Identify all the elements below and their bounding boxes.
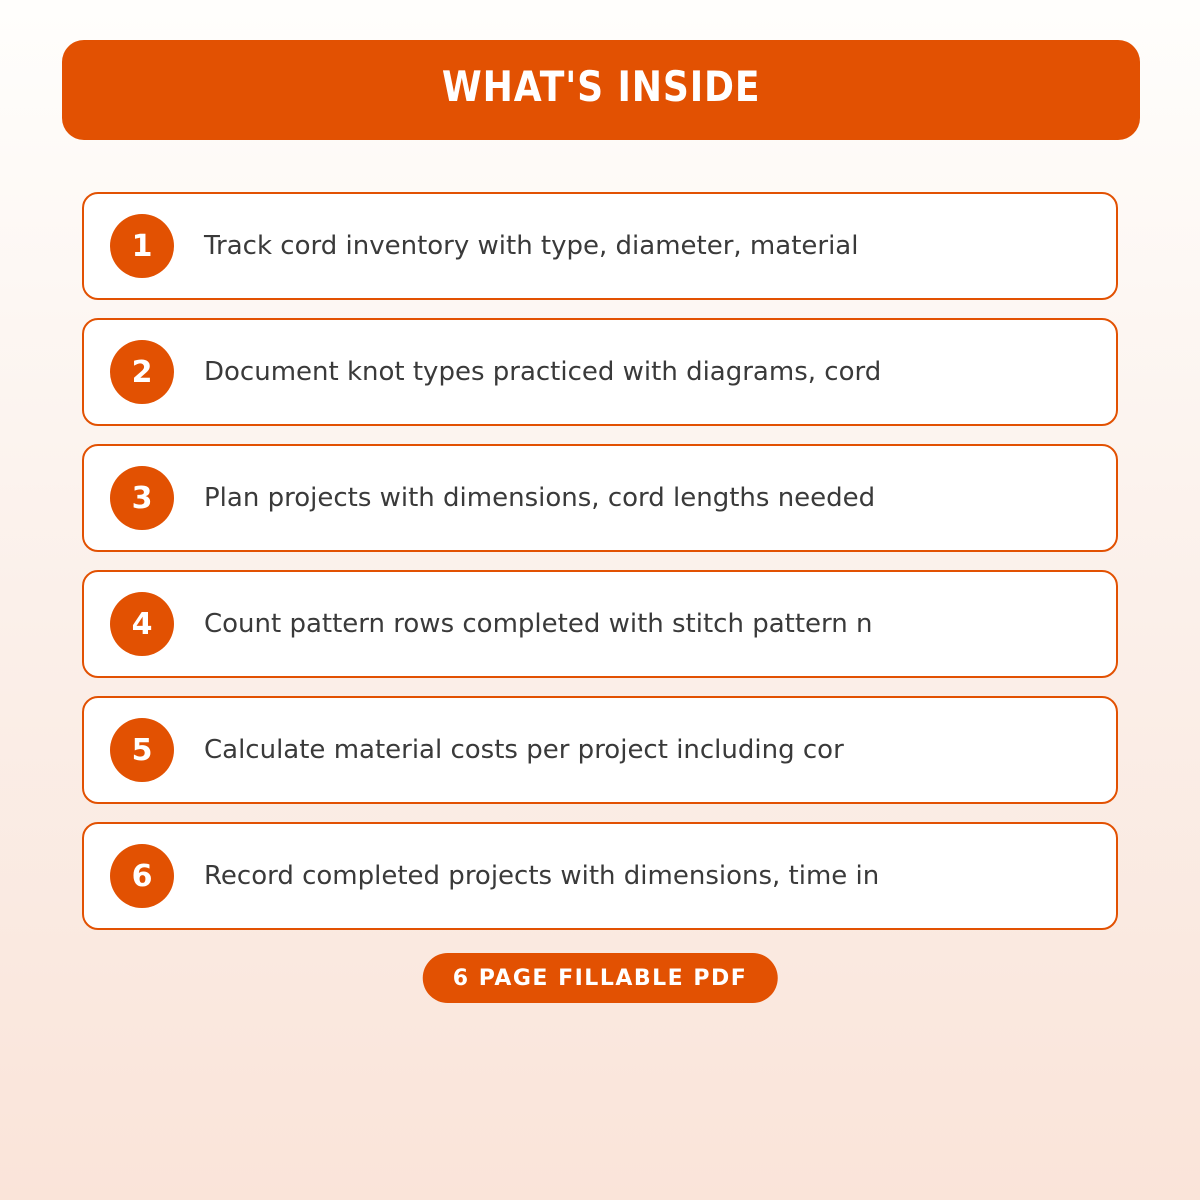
list-item (82, 444, 1118, 552)
item-text: Count pattern rows completed with stitch pattern n (204, 609, 873, 639)
list-item (82, 570, 1118, 678)
item-number-badge: 3 (110, 466, 174, 530)
list-item (82, 318, 1118, 426)
list-item (82, 192, 1118, 300)
item-text: Calculate material costs per project including cor (204, 735, 844, 765)
page-title: WHAT'S INSIDE (441, 62, 761, 111)
item-text: Document knot types practiced with diagrams, cord (204, 357, 882, 387)
header-banner (62, 40, 1140, 140)
item-number-badge: 1 (110, 214, 174, 278)
item-number-badge: 5 (110, 718, 174, 782)
footer-badge (423, 953, 778, 1003)
list-item (82, 822, 1118, 930)
item-number-badge: 6 (110, 844, 174, 908)
item-text: Record completed projects with dimensions, time in (204, 861, 880, 891)
item-number-badge: 4 (110, 592, 174, 656)
list-item (82, 696, 1118, 804)
item-text: Track cord inventory with type, diameter, material (204, 231, 859, 261)
footer-badge-label: 6 PAGE FILLABLE PDF (452, 965, 748, 991)
item-number-badge: 2 (110, 340, 174, 404)
item-text: Plan projects with dimensions, cord lengths needed (204, 483, 876, 513)
items-list (82, 192, 1118, 930)
